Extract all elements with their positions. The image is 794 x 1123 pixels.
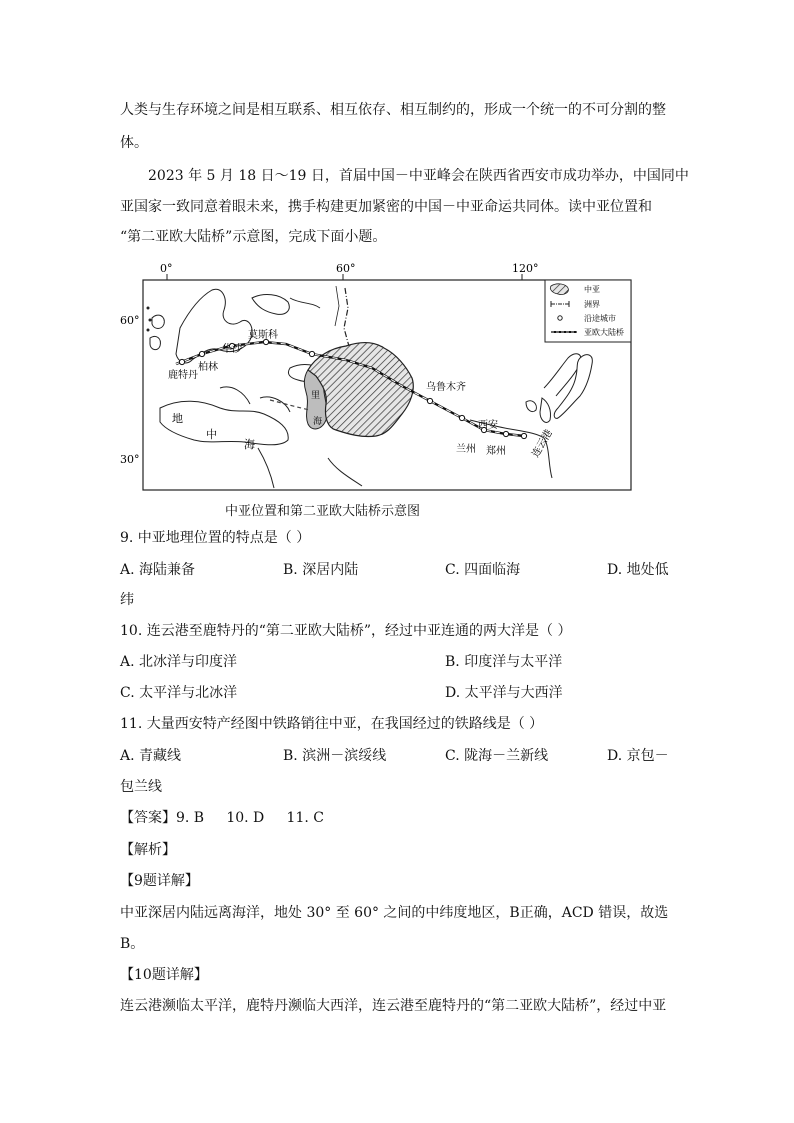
lat-label-30: 30° xyxy=(120,453,140,466)
label-med-1: 地 xyxy=(172,412,183,425)
q9-option-b: B. 深居内陆 xyxy=(283,562,359,578)
label-caspian-1: 里 xyxy=(311,391,321,401)
q10-analysis-line-1: 连云港濒临太平洋，鹿特丹濒临大西洋，连云港至鹿特丹的“第二亚欧大陆桥”，经过中亚 xyxy=(120,998,667,1014)
answer-line: 【答案】9. B 10. D 11. C xyxy=(120,810,324,826)
q9-option-a: A. 海陆兼备 xyxy=(120,562,196,578)
label-warsaw: 华沙 xyxy=(222,344,242,355)
intro-line-5: “第二亚欧大陆桥”示意图，完成下面小题。 xyxy=(120,229,387,245)
intro-line-4: 亚国家一致同意着眼未来，携手构建更加紧密的中国－中亚命运共同体。读中亚位置和 xyxy=(120,199,652,215)
city-urumqi xyxy=(427,398,432,403)
q10-stem: 10. 连云港至鹿特丹的“第二亚欧大陆桥”，经过中亚连通的两大洋是（ ） xyxy=(120,623,572,639)
q11-option-d: D. 京包－ xyxy=(607,748,669,764)
q11-option-d-wrap: 包兰线 xyxy=(120,779,162,795)
legend-central-asia: 中亚 xyxy=(584,285,600,294)
legend-cities: 沿途城市 xyxy=(584,314,616,323)
q11-option-a: A. 青藏线 xyxy=(120,748,182,764)
q10-analysis-heading: 【10题详解】 xyxy=(120,967,208,983)
legend-railway: 亚欧大陆桥 xyxy=(584,328,624,337)
q10-option-d: D. 太平洋与大西洋 xyxy=(445,685,563,701)
city-lianyungang xyxy=(521,433,526,438)
label-rotterdam: 鹿特丹 xyxy=(168,370,198,381)
lon-label-120: 120° xyxy=(512,262,539,275)
label-urumqi: 乌鲁木齐 xyxy=(426,382,466,393)
q9-analysis-line-1: 中亚深居内陆远离海洋，地处 30° 至 60° 之间的中纬度地区，B正确，ACD 错误，故选 xyxy=(120,905,669,921)
q11-option-c: C. 陇海－兰新线 xyxy=(445,748,549,764)
lat-label-60: 60° xyxy=(120,314,140,327)
label-lanzhou: 兰州 xyxy=(456,444,476,455)
q9-option-d: D. 地处低 xyxy=(607,562,669,578)
lon-label-60: 60° xyxy=(336,262,356,275)
label-lianyungang: 连云港 xyxy=(530,427,555,460)
q10-option-a: A. 北冰洋与印度洋 xyxy=(120,654,238,670)
central-asia-map xyxy=(120,258,634,493)
q11-stem: 11. 大量西安特产经图中铁路销往中亚，在我国经过的铁路线是（ ） xyxy=(120,716,544,732)
q10-option-c: C. 太平洋与北冰洋 xyxy=(120,685,238,701)
map-caption: 中亚位置和第二亚欧大陆桥示意图 xyxy=(225,504,421,519)
lon-label-0: 0° xyxy=(160,262,173,275)
q9-analysis-line-2: B。 xyxy=(120,936,145,952)
label-med-2: 中 xyxy=(206,428,217,441)
q10-option-b: B. 印度洋与太平洋 xyxy=(445,654,563,670)
label-caspian-2: 海 xyxy=(313,417,323,427)
label-berlin: 柏林 xyxy=(198,362,218,373)
analysis-heading: 【解析】 xyxy=(120,842,176,858)
city-waypoint xyxy=(309,351,314,356)
intro-line-2: 体。 xyxy=(120,135,148,151)
q9-analysis-heading: 【9题详解】 xyxy=(120,873,199,889)
city-lanzhou xyxy=(459,415,464,420)
label-xian: 西安 xyxy=(478,420,498,431)
city-berlin xyxy=(199,351,204,356)
label-med-3: 海 xyxy=(244,438,255,451)
city-zhengzhou xyxy=(503,431,508,436)
q9-stem: 9. 中亚地理位置的特点是（ ） xyxy=(120,530,311,546)
q9-option-d-wrap: 纬 xyxy=(120,592,134,608)
legend-boundary: 洲界 xyxy=(584,300,600,309)
label-zhengzhou: 郑州 xyxy=(486,446,506,457)
label-moscow: 莫斯科 xyxy=(248,330,278,341)
intro-line-1: 人类与生存环境之间是相互联系、相互依存、相互制约的，形成一个统一的不可分割的整 xyxy=(120,102,666,118)
city-rotterdam xyxy=(179,359,184,364)
intro-line-3: 2023 年 5 月 18 日～19 日，首届中国－中亚峰会在陕西省西安市成功举办，中国同中 xyxy=(148,168,689,184)
q11-option-b: B. 滨洲－滨绥线 xyxy=(283,748,387,764)
q9-option-c: C. 四面临海 xyxy=(445,562,521,578)
